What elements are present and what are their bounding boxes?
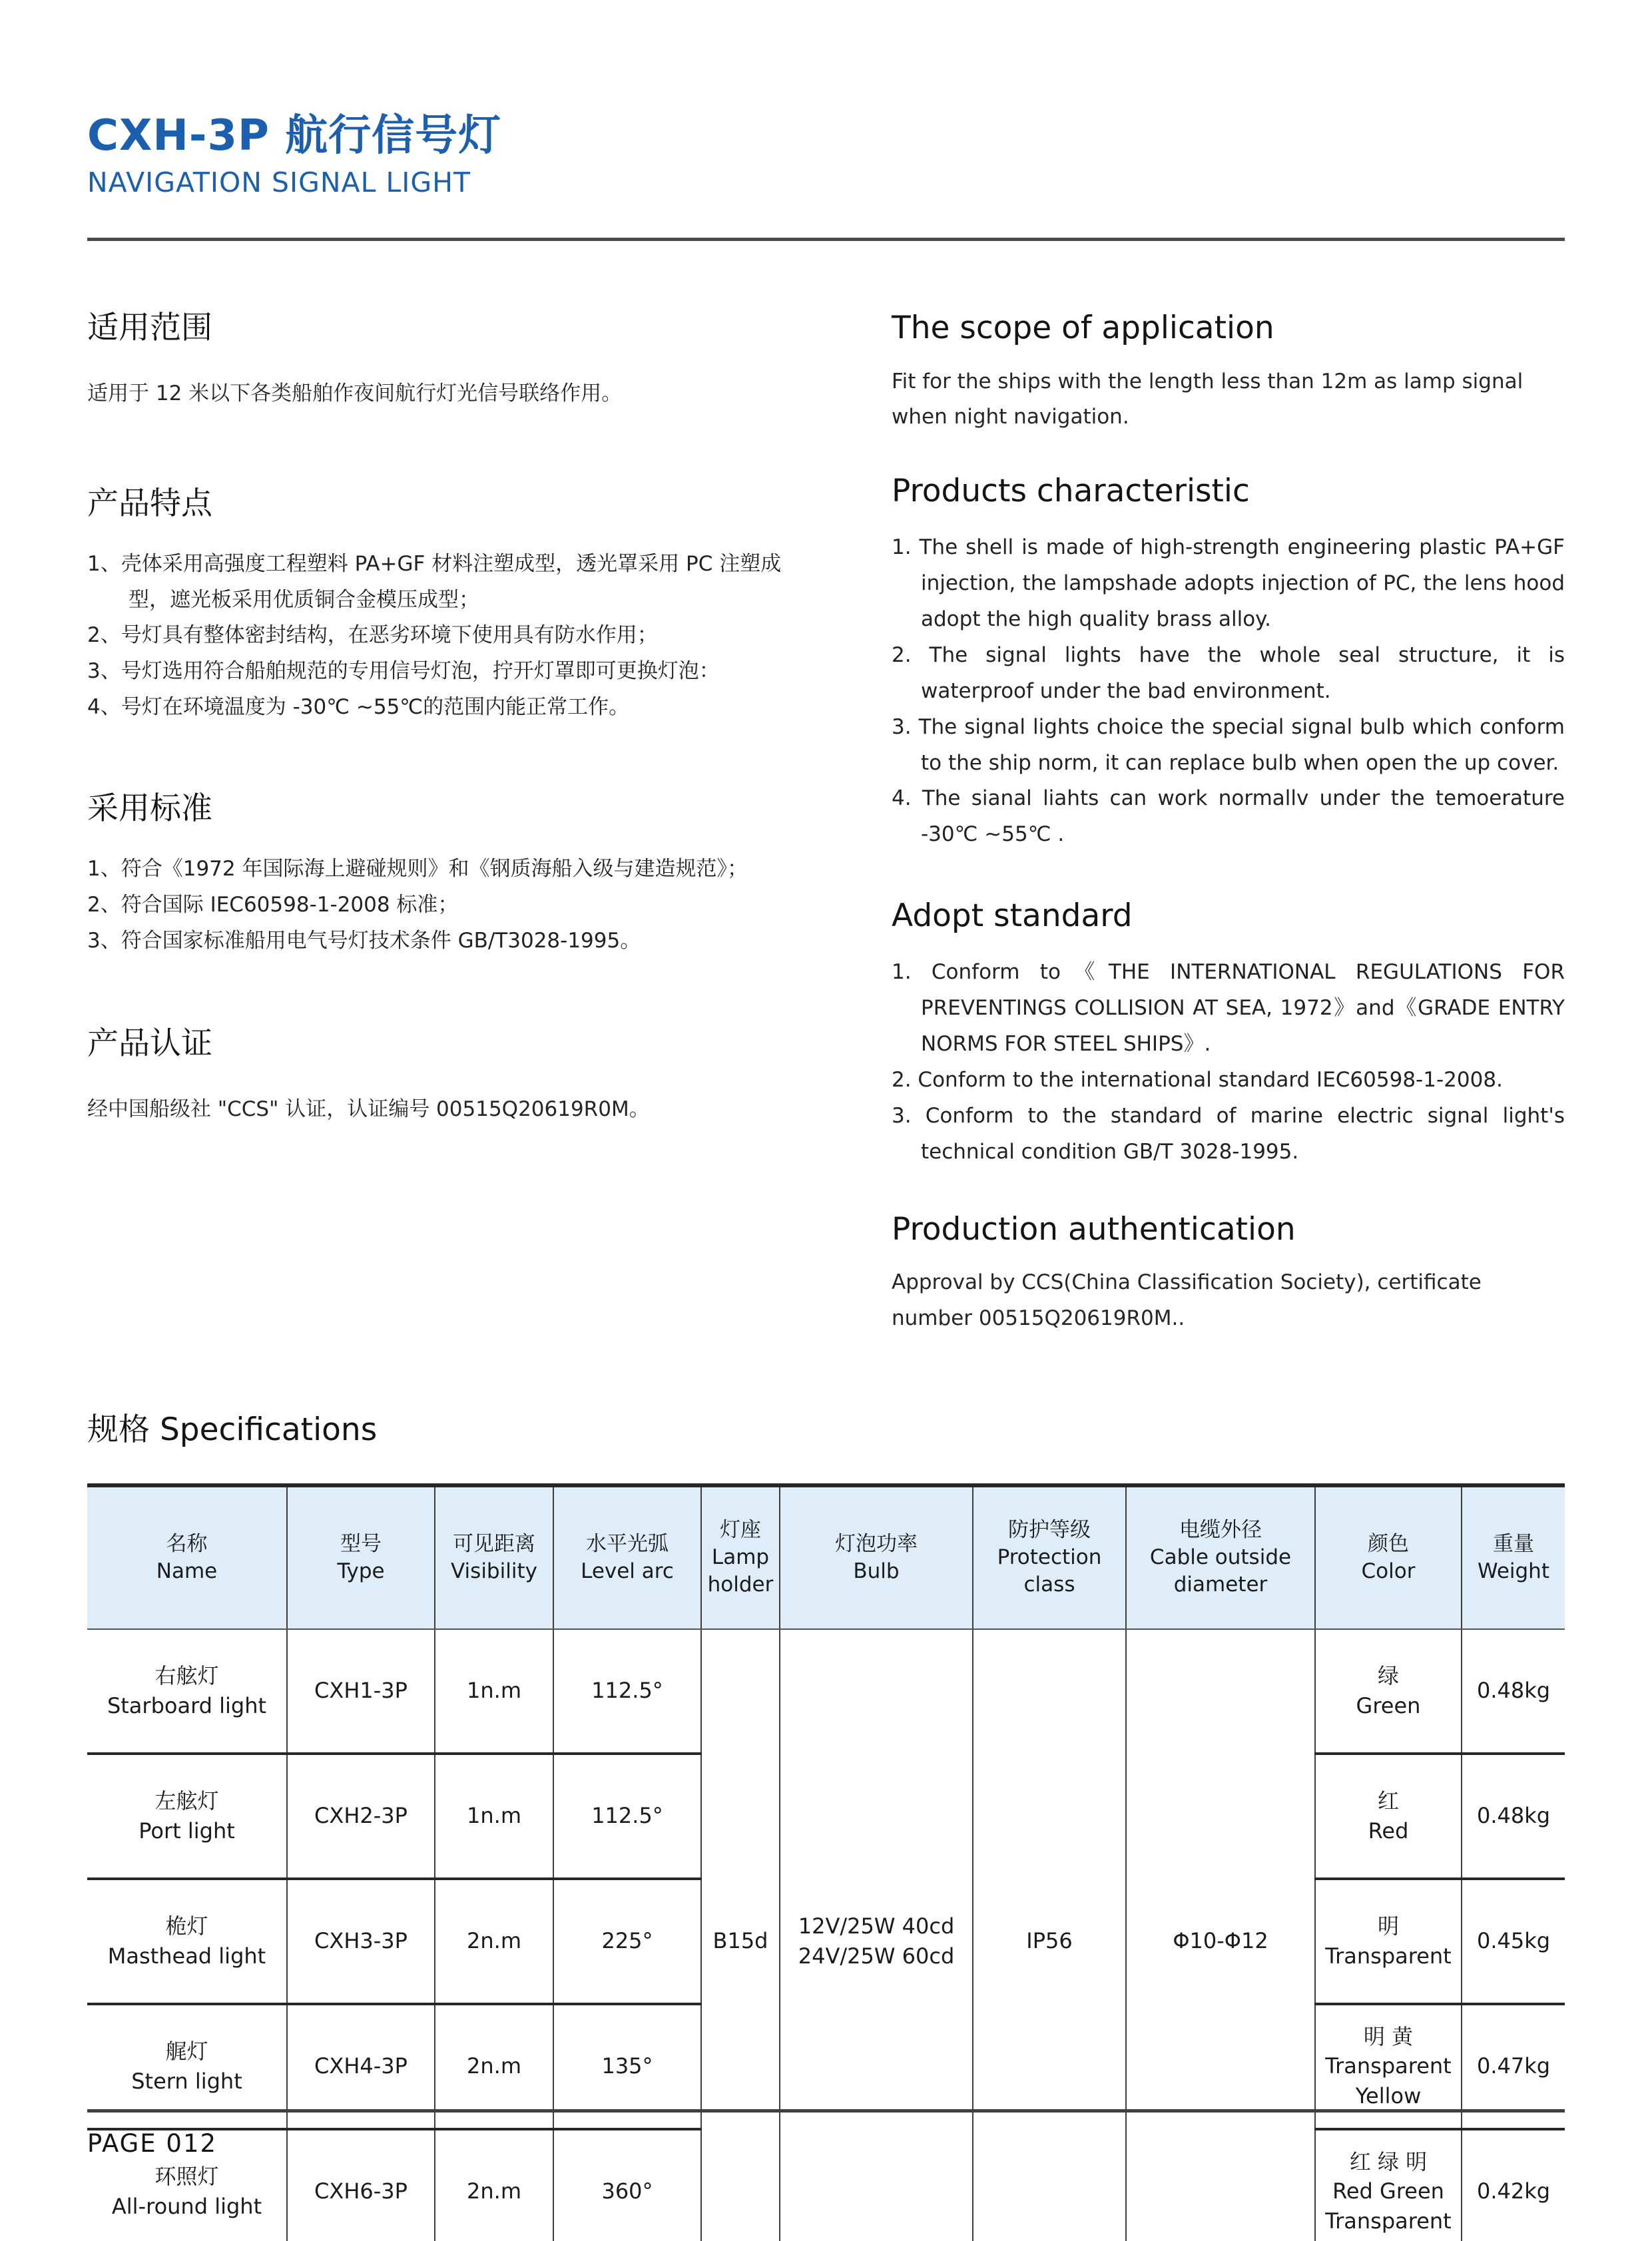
- cell-type: CXH1-3P: [287, 1629, 435, 1754]
- header-en: Weight: [1477, 1559, 1549, 1583]
- cert-heading-en: Production authentication: [892, 1210, 1296, 1248]
- scope-heading-zh: 适用范围: [87, 309, 212, 346]
- cell-color: [1315, 1879, 1462, 2004]
- cell-level-arc: 225°: [553, 1879, 701, 2004]
- header-zh: 灯泡功率: [835, 1531, 918, 1556]
- list-item: 2、号灯具有整体密封结构，在恶劣环境下使用具有防水作用；: [87, 623, 658, 648]
- list-item: 4、号灯在环境温度为 -30℃ ~55℃的范围内能正常工作。: [87, 695, 630, 720]
- header-zh: 灯座: [720, 1518, 761, 1543]
- list-item: 2、符合国际 IEC60598-1-2008 标准；: [87, 892, 459, 917]
- features-heading-zh: 产品特点: [87, 485, 212, 522]
- color-zh: 明 黄: [1363, 2023, 1414, 2049]
- name-zh: 艉灯: [165, 2039, 208, 2065]
- list-item: 1. The shell is made of high-strength engineering plastic PA+GF injection, the lampshade adopts injection of PC, the lens hood adopt the high quality brass alloy.: [892, 535, 1565, 631]
- scope-heading-en: The scope of application: [892, 309, 1274, 346]
- specifications-heading: 规格 Specifications: [87, 1411, 378, 1449]
- list-item: 4. The sianal liahts can work normallv under the temoerature -30℃ ~55℃ .: [892, 786, 1565, 847]
- table-header-row: [87, 1485, 1565, 1629]
- footer-divider: [87, 2109, 1565, 2113]
- header-en: Bulb: [853, 1559, 900, 1583]
- list-item: 3、号灯选用符合船舶规范的专用信号灯泡，拧开灯罩即可更换灯泡：: [87, 659, 720, 684]
- list-item: 1、符合《1972 年国际海上避碰规则》和《钢质海船入级与建造规范》；: [87, 857, 748, 881]
- bulb-line: 12V/25W 40cd: [798, 1913, 955, 1939]
- cell-type: CXH3-3P: [287, 1879, 435, 2004]
- header-zh: 可见距离: [453, 1531, 535, 1556]
- header-en: Type: [337, 1559, 385, 1583]
- name-en: Starboard light: [107, 1692, 267, 1718]
- name-zh: 右舷灯: [154, 1663, 219, 1689]
- features-list-en: [892, 530, 1565, 853]
- table-body: [87, 1629, 1565, 2241]
- column-header-lamp-holder: [701, 1485, 780, 1629]
- color-zh: 绿: [1377, 1663, 1399, 1689]
- header-zh: 电缆外径: [1179, 1518, 1262, 1543]
- color-zh: 红: [1377, 1788, 1399, 1814]
- cell-weight: 0.45kg: [1462, 1879, 1565, 2004]
- color-zh: 红 绿 明: [1349, 2148, 1428, 2174]
- page-number: PAGE 012: [87, 2129, 218, 2158]
- cell-name: [87, 1754, 287, 1879]
- column-header-color: [1315, 1485, 1462, 1629]
- cell-weight: 0.48kg: [1462, 1754, 1565, 1879]
- name-en: Port light: [138, 1818, 235, 1844]
- header-en: Lamp holder: [707, 1545, 774, 1597]
- cell-weight: 0.48kg: [1462, 1629, 1565, 1754]
- color-en: Green: [1356, 1692, 1421, 1718]
- header-zh: 防护等级: [1008, 1518, 1091, 1543]
- cell-level-arc: 112.5°: [553, 1754, 701, 1879]
- cell-visibility: 1n.m: [435, 1629, 553, 1754]
- header-en: Protection class: [997, 1545, 1102, 1597]
- column-header-visibility: [435, 1485, 553, 1629]
- standards-list-en: [892, 955, 1565, 1170]
- standards-heading-en: Adopt standard: [892, 897, 1133, 935]
- color-en: Transparent Yellow: [1325, 2053, 1452, 2109]
- column-header-bulb: [780, 1485, 973, 1629]
- cell-protection: IP56: [973, 1629, 1126, 2241]
- cell-lamp-holder: B15d: [701, 1629, 780, 2241]
- column-header-level-arc: [553, 1485, 701, 1629]
- column-header-protection: [973, 1485, 1126, 1629]
- name-zh: 环照灯: [154, 2164, 219, 2190]
- name-en: Masthead light: [107, 1943, 266, 1969]
- column-header-type: [287, 1485, 435, 1629]
- cell-color: [1315, 1629, 1462, 1754]
- list-item: 3. The signal lights choice the special signal bulb which conform to the ship norm, it can replace bulb when open the up cover.: [892, 714, 1565, 775]
- cell-level-arc: 112.5°: [553, 1629, 701, 1754]
- cert-heading-zh: 产品认证: [87, 1025, 212, 1062]
- color-en: Red: [1368, 1818, 1409, 1844]
- column-header-name: [87, 1485, 287, 1629]
- name-zh: 左舷灯: [154, 1788, 219, 1814]
- scope-body-en: Fit for the ships with the length less than 12m as lamp signal when night navigation.: [892, 369, 1523, 429]
- name-zh: 桅灯: [165, 1913, 208, 1939]
- cert-body-en: Approval by CCS(China Classification Society), certificate number 00515Q20619R0M..: [892, 1270, 1482, 1330]
- cell-type: CXH2-3P: [287, 1754, 435, 1879]
- column-header-weight: [1462, 1485, 1565, 1629]
- cell-name: [87, 1879, 287, 2004]
- bulb-line: 24V/25W 60cd: [798, 1943, 955, 1969]
- cell-visibility: 1n.m: [435, 1754, 553, 1879]
- features-list-zh: [87, 547, 790, 726]
- cell-level-arc: 135°: [553, 2004, 701, 2129]
- specifications-table: [87, 1483, 1565, 2241]
- header-zh: 重量: [1493, 1531, 1534, 1556]
- chinese-column: [87, 309, 790, 1336]
- standards-list-zh: [87, 852, 790, 959]
- color-en: Red Green Transparent: [1325, 2178, 1452, 2234]
- scope-body-zh: 适用于 12 米以下各类船舶作夜间航行灯光信号联络作用。: [87, 381, 623, 405]
- cell-visibility: 2n.m: [435, 2129, 553, 2241]
- header-en: Name: [156, 1559, 218, 1583]
- cell-name: [87, 1629, 287, 1754]
- header-en: Cable outside diameter: [1149, 1545, 1292, 1597]
- cell-visibility: 2n.m: [435, 2004, 553, 2129]
- page-subtitle: NAVIGATION SIGNAL LIGHT: [87, 166, 471, 198]
- cert-body-zh: 经中国船级社 "CCS" 认证，认证编号 00515Q20619R0M。: [87, 1097, 650, 1121]
- column-header-cable: [1126, 1485, 1315, 1629]
- color-en: Transparent: [1325, 1943, 1452, 1969]
- cell-cable: Φ10-Φ12: [1126, 1629, 1315, 2241]
- header-en: Level arc: [581, 1559, 674, 1583]
- name-en: Stern light: [131, 2068, 242, 2094]
- list-item: 2. The signal lights have the whole seal structure, it is waterproof under the bad environment.: [892, 642, 1565, 703]
- cell-type: CXH6-3P: [287, 2129, 435, 2241]
- header-zh: 名称: [166, 1531, 208, 1556]
- standards-heading-zh: 采用标准: [87, 790, 212, 828]
- header-en: Color: [1361, 1559, 1416, 1583]
- name-en: All-round light: [111, 2193, 262, 2219]
- cell-color: [1315, 1754, 1462, 1879]
- cell-weight: 0.47kg: [1462, 2004, 1565, 2129]
- cell-type: CXH4-3P: [287, 2004, 435, 2129]
- color-zh: 明: [1377, 1913, 1399, 1939]
- two-column-body: [87, 309, 1565, 1336]
- english-column: [892, 309, 1565, 1336]
- list-item: 3. Conform to the standard of marine electric signal light's technical condition GB/T 3028-1995.: [892, 1103, 1565, 1164]
- list-item: 1、壳体采用高强度工程塑料 PA+GF 材料注塑成型，透光罩采用 PC 注塑成型，遮光板采用优质铜合金模压成型；: [87, 551, 782, 612]
- header-divider: [87, 238, 1565, 241]
- list-item: 1. Conform to《THE INTERNATIONAL REGULATIONS FOR PREVENTINGS COLLISION AT SEA, 1972》and《GRADE ENTRY NORMS FOR STEEL SHIPS》.: [892, 960, 1565, 1056]
- header-zh: 颜色: [1368, 1531, 1409, 1556]
- table-row: [87, 1629, 1565, 1754]
- cell-visibility: 2n.m: [435, 1879, 553, 2004]
- cell-color: [1315, 2129, 1462, 2241]
- page-title: CXH-3P 航行信号灯: [87, 111, 502, 160]
- list-item: 3、符合国家标准船用电气号灯技术条件 GB/T3028-1995。: [87, 928, 641, 953]
- cell-level-arc: 360°: [553, 2129, 701, 2241]
- page-content: [0, 112, 1652, 2241]
- list-item: 2. Conform to the international standard IEC60598-1-2008.: [892, 1067, 1503, 1092]
- header-zh: 型号: [340, 1531, 382, 1556]
- features-heading-en: Products characteristic: [892, 473, 1250, 510]
- table-header: [87, 1485, 1565, 1629]
- cell-bulb: [780, 1629, 973, 2241]
- cell-weight: 0.42kg: [1462, 2129, 1565, 2241]
- header-zh: 水平光弧: [586, 1531, 669, 1556]
- header-en: Visibility: [451, 1559, 537, 1583]
